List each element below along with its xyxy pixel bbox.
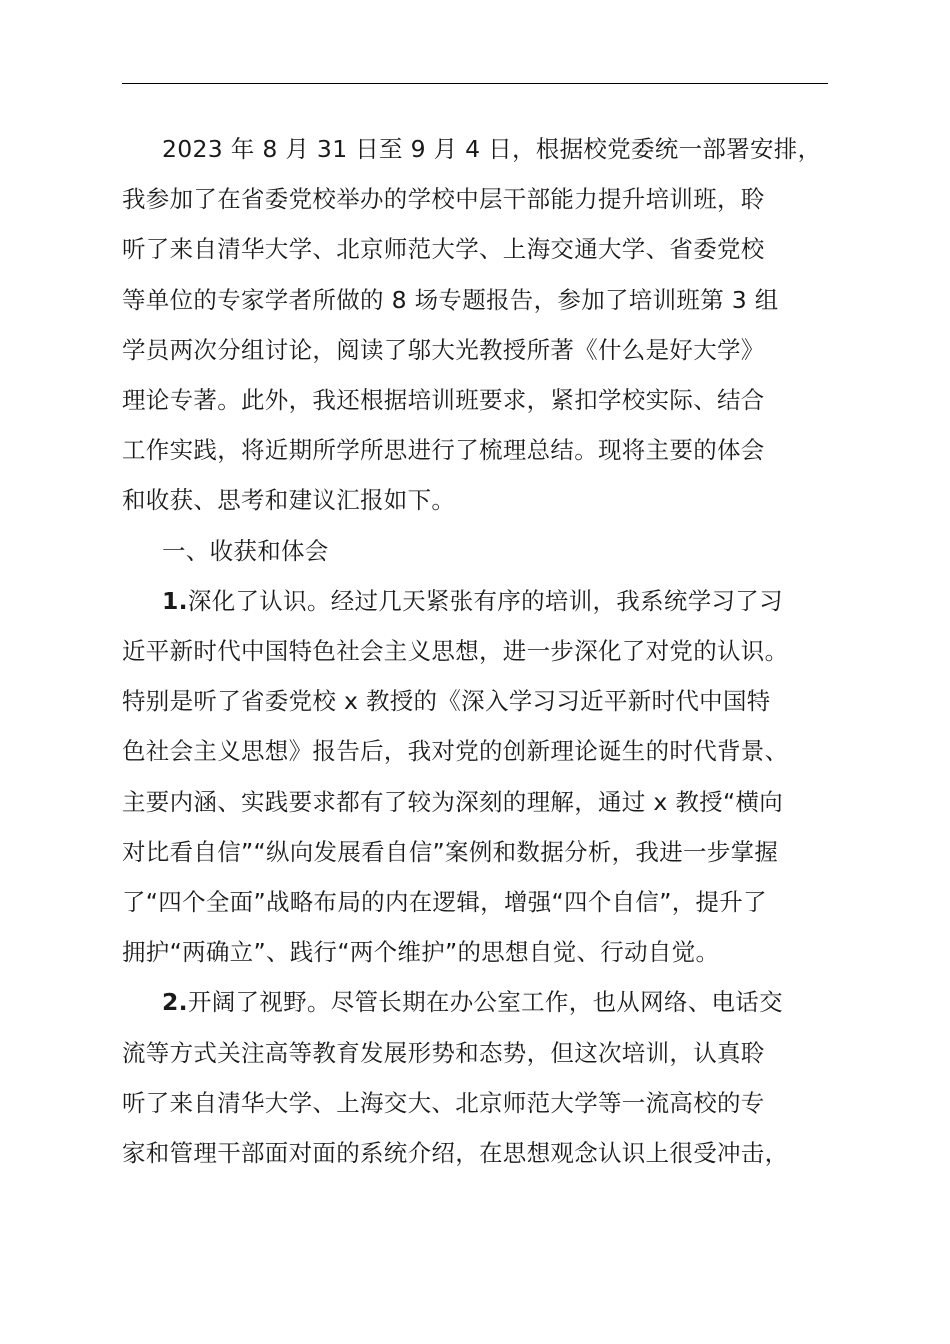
paragraph-point-2 [122,977,834,1178]
text-line [122,576,834,626]
text-line: 主要内涵、实践要求都有了较为深刻的理解，通过 x 教授“横向 [122,787,784,816]
text-line: 色社会主义思想》报告后，我对党的创新理论诞生的时代背景、 [122,737,789,766]
text-line: 和收获、思考和建议汇报如下。 [122,486,456,515]
section-heading [122,526,834,576]
text-line: 了“四个全面”战略布局的内在逻辑，增强“四个自信”，提升了 [122,888,767,917]
text-line: 工作实践，将近期所学所思进行了梳理总结。现将主要的体会 [122,436,765,465]
text-line-content: 开阔了视野。尽管长期在办公室工作，也从网络、电话交 [187,988,783,1017]
header-rule [122,83,828,84]
text-line: 近平新时代中国特色社会主义思想，进一步深化了对党的认识。 [122,637,789,666]
point-number: 1. [162,586,188,615]
text-line: 2023 年 8 月 31 日至 9 月 4 日，根据校党委统一部署安排， [162,135,822,163]
text-line: 学员两次分组讨论，阅读了邬大光教授所著《什么是好大学》 [122,335,765,364]
text-line: 特别是听了省委党校 x 教授的《深入学习习近平新时代中国特 [122,687,771,716]
section-heading-text: 一、收获和体会 [162,536,329,565]
text-line: 拥护“两确立”、践行“两个维护”的思想自觉、行动自觉。 [122,938,720,967]
text-line: 我参加了在省委党校举办的学校中层干部能力提升培训班，聆 [122,185,765,214]
text-line: 流等方式关注高等教育发展形势和态势，但这次培训，认真聆 [122,1038,765,1067]
paragraph-point-1 [122,576,834,978]
text-line: 等单位的专家学者所做的 8 场专题报告，参加了培训班第 3 组 [122,285,779,314]
text-line: 听了来自清华大学、北京师范大学、上海交通大学、省委党校 [122,235,765,264]
text-line: 理论专著。此外，我还根据培训班要求，紧扣学校实际、结合 [122,386,765,415]
paragraph-intro [122,124,834,526]
point-number: 2. [162,988,188,1017]
text-line: 对比看自信”“纵向发展看自信”案例和数据分析，我进一步掌握 [122,837,779,866]
document-body [122,124,834,1178]
text-line [122,977,834,1027]
text-line: 家和管理干部面对面的系统介绍，在思想观念认识上很受冲击， [122,1139,789,1168]
text-line: 听了来自清华大学、上海交大、北京师范大学等一流高校的专 [122,1088,765,1117]
text-line-content: 深化了认识。经过几天紧张有序的培训，我系统学习了习 [187,586,783,615]
